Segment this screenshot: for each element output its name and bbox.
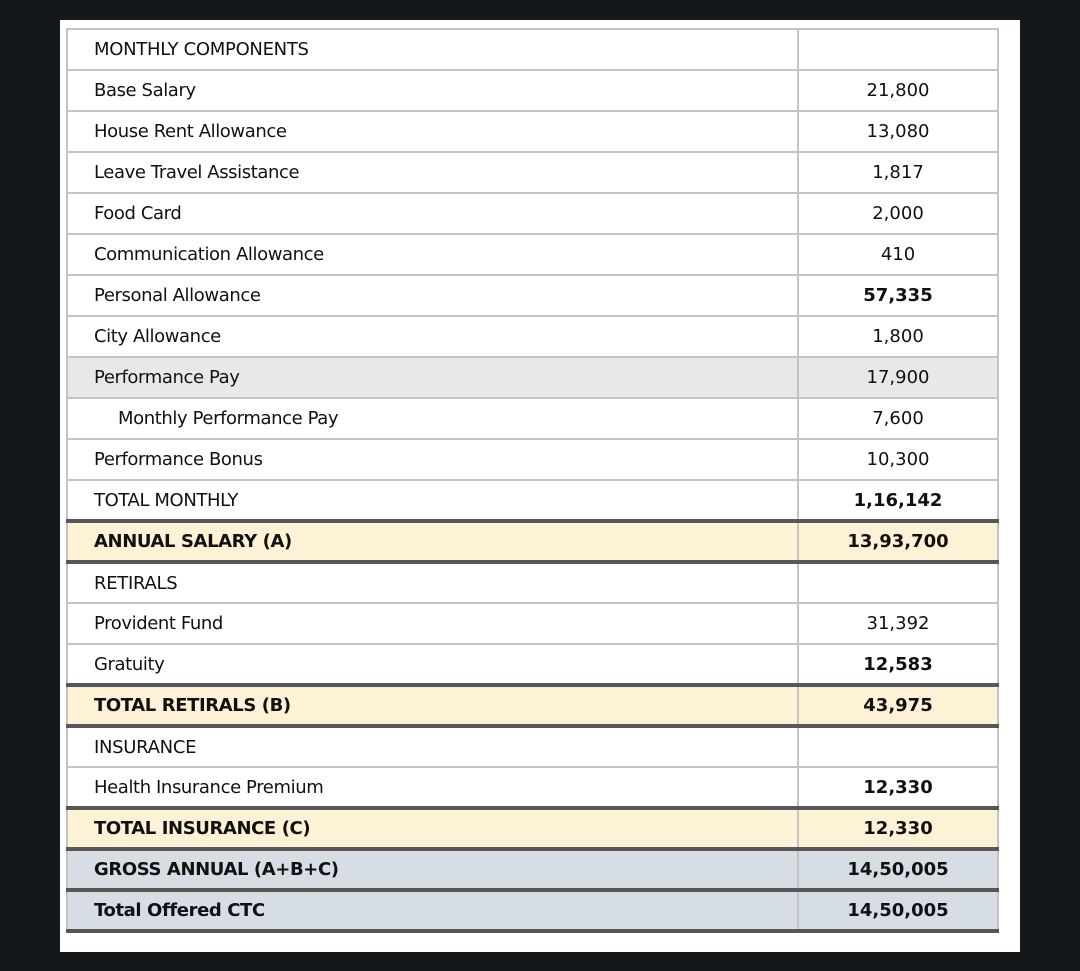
row-value <box>798 726 998 767</box>
row-label: City Allowance <box>67 316 798 357</box>
row-label: INSURANCE <box>67 726 798 767</box>
row-value: 12,583 <box>798 644 998 685</box>
table-row <box>67 111 998 152</box>
table-row <box>67 275 998 316</box>
row-label: House Rent Allowance <box>67 111 798 152</box>
table-row <box>67 70 998 111</box>
row-value: 43,975 <box>798 685 998 726</box>
row-value: 12,330 <box>798 808 998 849</box>
table-row <box>67 439 998 480</box>
ctc-document <box>60 20 1020 952</box>
row-label: Monthly Performance Pay <box>67 398 798 439</box>
row-label: TOTAL INSURANCE (C) <box>67 808 798 849</box>
row-label: MONTHLY COMPONENTS <box>67 29 798 70</box>
row-label: Communication Allowance <box>67 234 798 275</box>
table-row <box>67 767 998 808</box>
row-label: GROSS ANNUAL (A+B+C) <box>67 849 798 890</box>
table-row <box>67 234 998 275</box>
total-row-retirals <box>67 685 998 726</box>
table-row <box>67 152 998 193</box>
row-label: Food Card <box>67 193 798 234</box>
row-value: 21,800 <box>798 70 998 111</box>
section-heading-retirals <box>67 562 998 603</box>
table-row <box>67 316 998 357</box>
ctc-table <box>66 28 999 933</box>
table-row <box>67 603 998 644</box>
table-row-performance-pay <box>67 357 998 398</box>
row-value: 1,800 <box>798 316 998 357</box>
row-value: 410 <box>798 234 998 275</box>
row-value: 1,16,142 <box>798 480 998 521</box>
table-row <box>67 193 998 234</box>
row-label: TOTAL RETIRALS (B) <box>67 685 798 726</box>
row-value: 2,000 <box>798 193 998 234</box>
row-value: 57,335 <box>798 275 998 316</box>
total-offered-ctc-row <box>67 890 998 931</box>
row-label: Provident Fund <box>67 603 798 644</box>
row-value: 12,330 <box>798 767 998 808</box>
row-label: RETIRALS <box>67 562 798 603</box>
row-value: 7,600 <box>798 398 998 439</box>
row-label: TOTAL MONTHLY <box>67 480 798 521</box>
row-value: 14,50,005 <box>798 890 998 931</box>
row-value: 13,93,700 <box>798 521 998 562</box>
row-label: ANNUAL SALARY (A) <box>67 521 798 562</box>
row-value: 13,080 <box>798 111 998 152</box>
row-value <box>798 562 998 603</box>
row-label: Base Salary <box>67 70 798 111</box>
row-label: Performance Bonus <box>67 439 798 480</box>
table-row <box>67 398 998 439</box>
total-row-insurance <box>67 808 998 849</box>
row-label: Personal Allowance <box>67 275 798 316</box>
section-heading-insurance <box>67 726 998 767</box>
section-heading-monthly-components <box>67 29 998 70</box>
row-label: Health Insurance Premium <box>67 767 798 808</box>
row-value <box>798 29 998 70</box>
row-value: 1,817 <box>798 152 998 193</box>
table-row <box>67 644 998 685</box>
gross-annual-row <box>67 849 998 890</box>
row-value: 31,392 <box>798 603 998 644</box>
table-row-total-monthly <box>67 480 998 521</box>
row-value: 14,50,005 <box>798 849 998 890</box>
row-label: Performance Pay <box>67 357 798 398</box>
total-row-annual-salary <box>67 521 998 562</box>
row-label: Gratuity <box>67 644 798 685</box>
row-value: 17,900 <box>798 357 998 398</box>
row-label: Leave Travel Assistance <box>67 152 798 193</box>
row-label: Total Offered CTC <box>67 890 798 931</box>
row-value: 10,300 <box>798 439 998 480</box>
